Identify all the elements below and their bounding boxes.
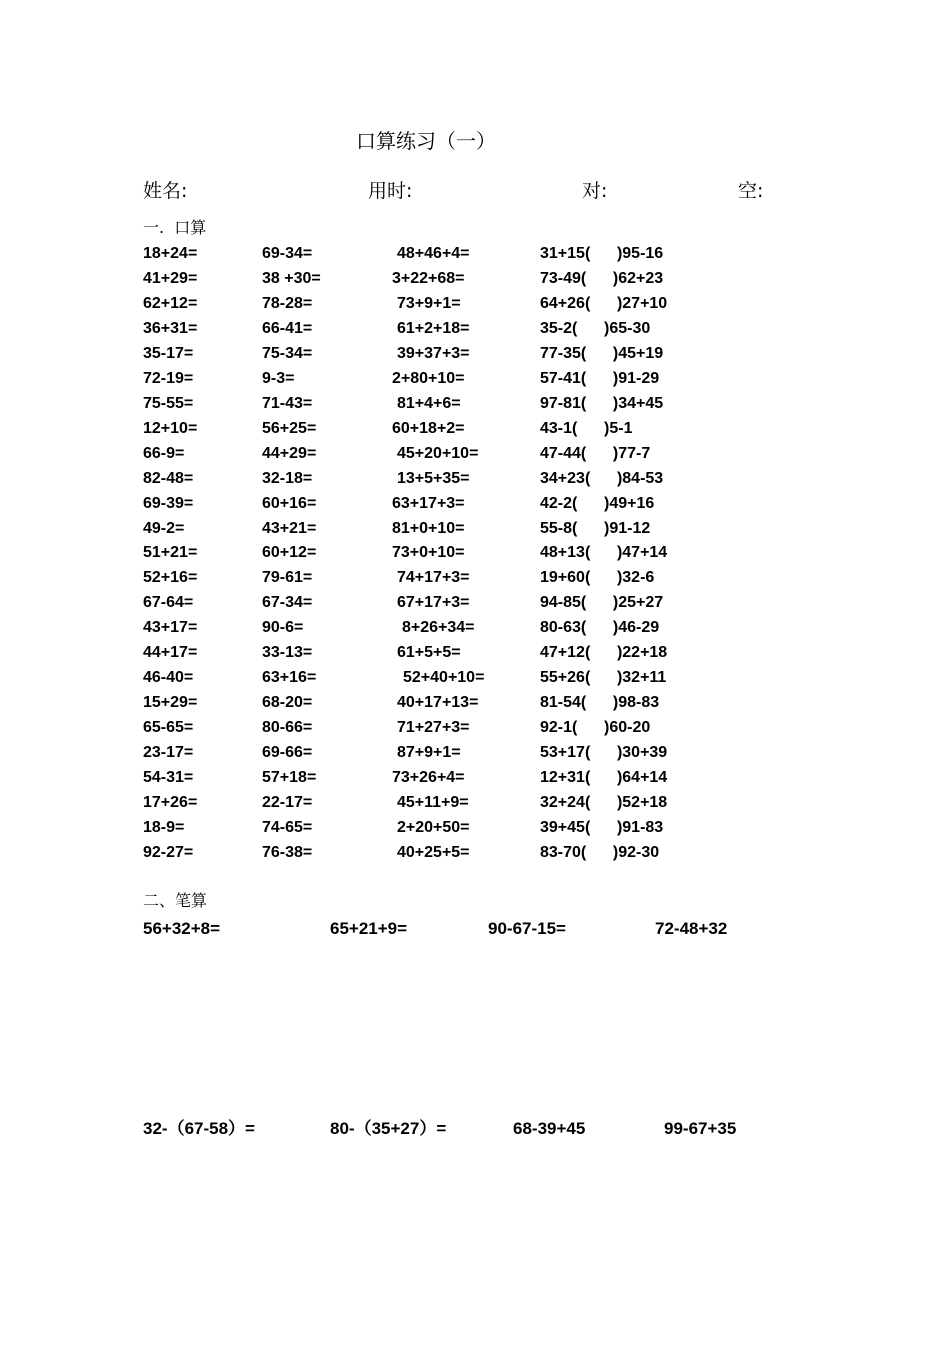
oral-item-r17-c2: 33-13= bbox=[262, 644, 313, 662]
written-calc-1: 56+32+8= bbox=[143, 919, 221, 938]
oral-item-r20-c4: 92-1( )60-20 bbox=[540, 719, 651, 736]
oral-item-r13-c3: 73+0+10= bbox=[392, 544, 465, 562]
oral-item-r1-c3: 48+46+4= bbox=[397, 245, 470, 262]
oral-item-r4-c3: 61+2+18= bbox=[397, 319, 470, 337]
oral-item-r22-c3: 73+26+4= bbox=[392, 768, 465, 786]
oral-item-r10-c4: 34+23( )84-53 bbox=[540, 469, 664, 487]
oral-item-r11-c2: 60+16= bbox=[262, 494, 317, 512]
oral-item-r10-c3: 13+5+35= bbox=[397, 469, 470, 487]
oral-item-r12-c1: 49-2= bbox=[143, 519, 185, 537]
oral-item-r19-c2: 68-20= bbox=[262, 694, 313, 712]
oral-item-r19-c3: 40+17+13= bbox=[397, 694, 479, 712]
oral-item-r24-c1: 18-9= bbox=[143, 818, 185, 836]
oral-item-r23-c1: 17+26= bbox=[143, 793, 198, 811]
oral-item-r7-c1: 75-55= bbox=[143, 394, 194, 412]
oral-item-r5-c1: 35-17= bbox=[143, 344, 194, 362]
oral-item-r21-c2: 69-66= bbox=[262, 744, 313, 761]
oral-item-r4-c1: 36+31= bbox=[143, 319, 198, 337]
oral-item-r13-c4: 48+13( )47+14 bbox=[540, 544, 668, 562]
oral-item-r20-c2: 80-66= bbox=[262, 719, 313, 736]
oral-item-r17-c4: 47+12( )22+18 bbox=[540, 644, 668, 662]
oral-item-r1-c2: 69-34= bbox=[262, 245, 313, 262]
oral-item-r8-c1: 12+10= bbox=[143, 419, 198, 437]
oral-item-r15-c1: 67-64= bbox=[143, 594, 194, 612]
oral-item-r24-c2: 74-65= bbox=[262, 818, 313, 836]
oral-item-r23-c2: 22-17= bbox=[262, 793, 313, 811]
oral-item-r3-c1: 62+12= bbox=[143, 294, 198, 312]
oral-item-r14-c4: 19+60( )32-6 bbox=[540, 569, 655, 587]
oral-item-r9-c4: 47-44( )77-7 bbox=[540, 444, 651, 462]
oral-item-r14-c2: 79-61= bbox=[262, 569, 313, 587]
oral-item-r20-c1: 65-65= bbox=[143, 719, 194, 736]
oral-item-r5-c4: 77-35( )45+19 bbox=[540, 344, 664, 362]
oral-item-r13-c1: 51+21= bbox=[143, 544, 198, 562]
oral-item-r9-c2: 44+29= bbox=[262, 444, 317, 462]
oral-item-r25-c4: 83-70( )92-30 bbox=[540, 843, 660, 861]
written-calc-5: 32-（67-58）= bbox=[143, 1119, 255, 1138]
written-calc-7: 68-39+45 bbox=[513, 1119, 586, 1138]
oral-item-r2-c3: 3+22+68= bbox=[392, 269, 465, 287]
oral-item-r2-c1: 41+29= bbox=[143, 269, 198, 287]
oral-item-r4-c2: 66-41= bbox=[262, 319, 313, 337]
oral-item-r24-c4: 39+45( )91-83 bbox=[540, 818, 664, 836]
time-label: 用时: bbox=[368, 180, 413, 202]
written-calc-2: 65+21+9= bbox=[330, 919, 408, 938]
oral-item-r15-c4: 94-85( )25+27 bbox=[540, 594, 664, 612]
oral-item-r22-c2: 57+18= bbox=[262, 768, 317, 786]
page-title: 口算练习（一） bbox=[356, 129, 496, 153]
oral-item-r8-c3: 60+18+2= bbox=[392, 419, 465, 437]
oral-item-r21-c1: 23-17= bbox=[143, 744, 194, 761]
oral-item-r1-c4: 31+15( )95-16 bbox=[540, 245, 664, 262]
oral-item-r14-c1: 52+16= bbox=[143, 569, 198, 587]
oral-item-r12-c4: 55-8( )91-12 bbox=[540, 519, 651, 537]
oral-item-r7-c2: 71-43= bbox=[262, 394, 313, 412]
oral-item-r10-c2: 32-18= bbox=[262, 469, 313, 487]
oral-item-r22-c4: 12+31( )64+14 bbox=[540, 768, 668, 786]
oral-item-r2-c4: 73-49( )62+23 bbox=[540, 269, 664, 287]
written-calc-8: 99-67+35 bbox=[664, 1119, 737, 1138]
oral-item-r11-c4: 42-2( )49+16 bbox=[540, 494, 655, 512]
oral-item-r9-c3: 45+20+10= bbox=[397, 444, 479, 462]
oral-item-r16-c2: 90-6= bbox=[262, 619, 304, 637]
oral-item-r12-c3: 81+0+10= bbox=[392, 519, 465, 537]
oral-item-r18-c2: 63+16= bbox=[262, 669, 317, 687]
oral-item-r8-c4: 43-1( )5-1 bbox=[540, 419, 633, 437]
oral-item-r18-c4: 55+26( )32+11 bbox=[540, 669, 667, 687]
oral-item-r6-c1: 72-19= bbox=[143, 369, 194, 387]
oral-item-r25-c2: 76-38= bbox=[262, 843, 313, 861]
oral-item-r5-c3: 39+37+3= bbox=[397, 344, 470, 362]
section1-heading: 一. 口算 bbox=[143, 218, 207, 237]
oral-item-r17-c3: 61+5+5= bbox=[397, 644, 461, 662]
oral-item-r13-c2: 60+12= bbox=[262, 544, 317, 562]
oral-item-r5-c2: 75-34= bbox=[262, 344, 313, 362]
oral-item-r22-c1: 54-31= bbox=[143, 768, 194, 786]
oral-item-r15-c2: 67-34= bbox=[262, 594, 313, 612]
oral-item-r11-c3: 63+17+3= bbox=[392, 494, 465, 512]
oral-item-r25-c1: 92-27= bbox=[143, 843, 194, 861]
oral-item-r7-c3: 81+4+6= bbox=[397, 394, 461, 412]
oral-item-r1-c1: 18+24= bbox=[143, 245, 198, 262]
oral-item-r18-c3: 52+40+10= bbox=[403, 669, 485, 687]
oral-item-r8-c2: 56+25= bbox=[262, 419, 317, 437]
oral-item-r17-c1: 44+17= bbox=[143, 644, 198, 662]
oral-item-r19-c1: 15+29= bbox=[143, 694, 198, 712]
oral-item-r10-c1: 82-48= bbox=[143, 469, 194, 487]
oral-item-r6-c4: 57-41( )91-29 bbox=[540, 369, 660, 387]
oral-item-r4-c4: 35-2( )65-30 bbox=[540, 319, 651, 337]
written-calc-4: 72-48+32 bbox=[655, 919, 728, 938]
oral-item-r16-c4: 80-63( )46-29 bbox=[540, 619, 660, 637]
written-calc-3: 90-67-15= bbox=[488, 919, 566, 938]
oral-item-r21-c4: 53+17( )30+39 bbox=[540, 744, 668, 761]
oral-item-r23-c4: 32+24( )52+18 bbox=[540, 793, 668, 811]
oral-item-r24-c3: 2+20+50= bbox=[397, 818, 470, 836]
oral-item-r16-c3: 8+26+34= bbox=[402, 619, 475, 637]
oral-item-r6-c3: 2+80+10= bbox=[392, 369, 465, 387]
oral-item-r14-c3: 74+17+3= bbox=[397, 569, 470, 587]
oral-item-r3-c4: 64+26( )27+10 bbox=[540, 294, 668, 312]
oral-item-r25-c3: 40+25+5= bbox=[397, 843, 470, 861]
correct-label: 对: bbox=[582, 180, 608, 202]
oral-item-r9-c1: 66-9= bbox=[143, 444, 185, 462]
oral-item-r16-c1: 43+17= bbox=[143, 619, 198, 637]
oral-item-r3-c3: 73+9+1= bbox=[397, 294, 461, 312]
oral-item-r23-c3: 45+11+9= bbox=[397, 793, 469, 811]
oral-item-r7-c4: 97-81( )34+45 bbox=[540, 394, 664, 412]
oral-item-r21-c3: 87+9+1= bbox=[397, 744, 461, 761]
oral-item-r11-c1: 69-39= bbox=[143, 494, 194, 512]
oral-item-r6-c2: 9-3= bbox=[262, 369, 295, 387]
oral-item-r20-c3: 71+27+3= bbox=[397, 719, 470, 736]
oral-item-r2-c2: 38 +30= bbox=[262, 269, 321, 287]
blank-label: 空: bbox=[738, 180, 764, 202]
oral-item-r3-c2: 78-28= bbox=[262, 294, 313, 312]
oral-item-r12-c2: 43+21= bbox=[262, 519, 317, 537]
section2-heading: 二、笔算 bbox=[143, 891, 208, 910]
oral-item-r15-c3: 67+17+3= bbox=[397, 594, 470, 612]
written-calc-6: 80-（35+27）= bbox=[330, 1119, 447, 1138]
oral-item-r18-c1: 46-40= bbox=[143, 669, 194, 687]
oral-item-r19-c4: 81-54( )98-83 bbox=[540, 694, 660, 712]
name-label: 姓名: bbox=[143, 180, 188, 202]
